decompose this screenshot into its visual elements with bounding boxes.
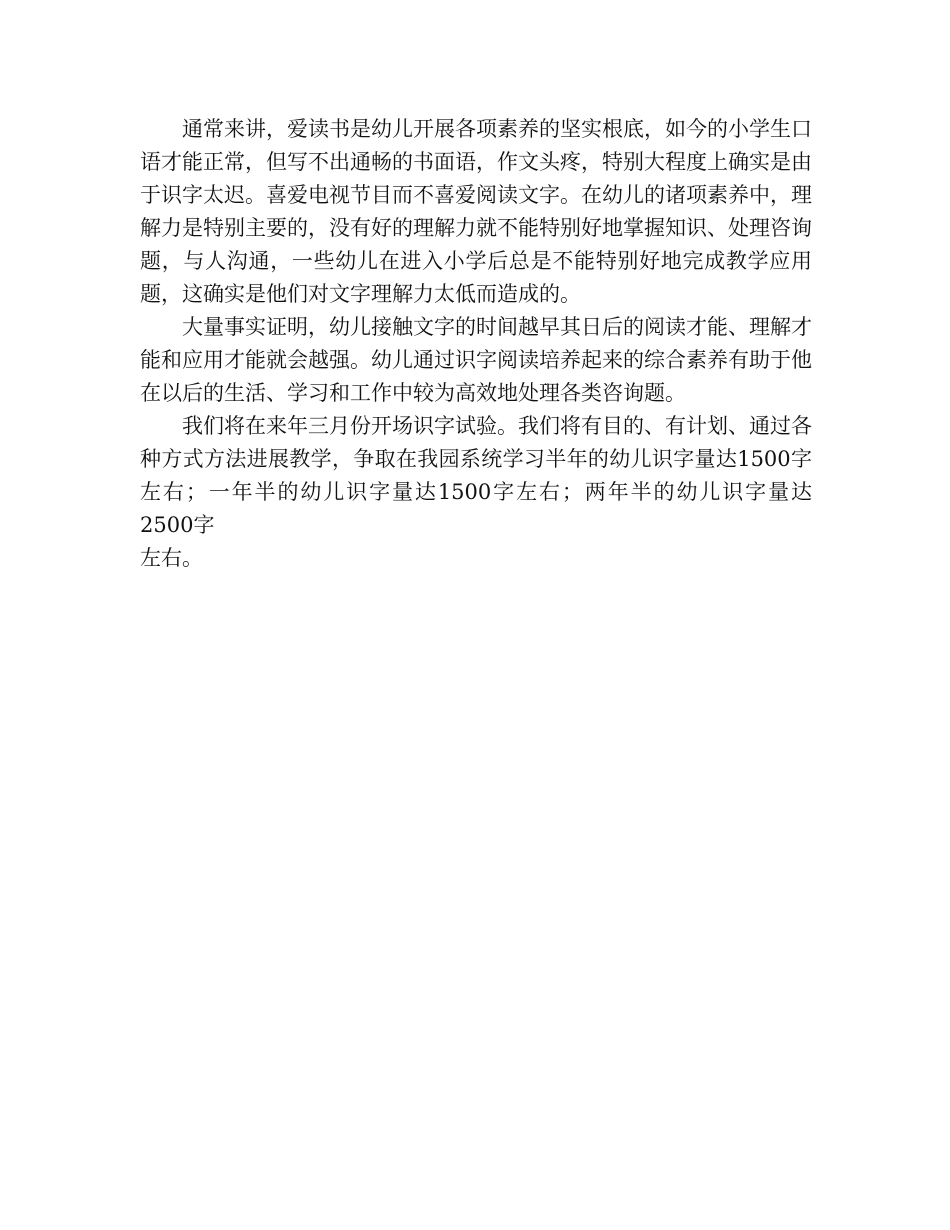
paragraph-literacy-experiment-plan: 我们将在来年三月份开场识字试验。我们将有目的、有计划、通过各种方式方法进展教学，争取在我园系统学习半年的幼儿识字量达1500字左右；一年半的幼儿识字量达1500字左右；两年半的幼儿识字量达2500字: [140, 414, 812, 537]
paragraph-trailing-line: 左右。: [140, 546, 203, 570]
document-body: [140, 113, 812, 575]
paragraph-reading-importance: 通常来讲，爱读书是幼儿开展各项素养的坚实根底，如今的小学生口语才能正常，但写不出通畅的书面语，作文头疼，特别大程度上确实是由于识字太迟。喜爱电视节目而不喜爱阅读文字。在幼儿的诸项素养中，理解力是特别主要的，没有好的理解力就不能特别好地掌握知识、处理咨询题，与人沟通，一些幼儿在进入小学后总是不能特别好地完成教学应用题，这确实是他们对文字理解力太低而造成的。: [140, 117, 812, 306]
paragraph-early-literacy-evidence: 大量事实证明，幼儿接触文字的时间越早其日后的阅读才能、理解才能和应用才能就会越强。幼儿通过识字阅读培养起来的综合素养有助于他在以后的生活、学习和工作中较为高效地处理各类咨询题。: [140, 315, 812, 405]
